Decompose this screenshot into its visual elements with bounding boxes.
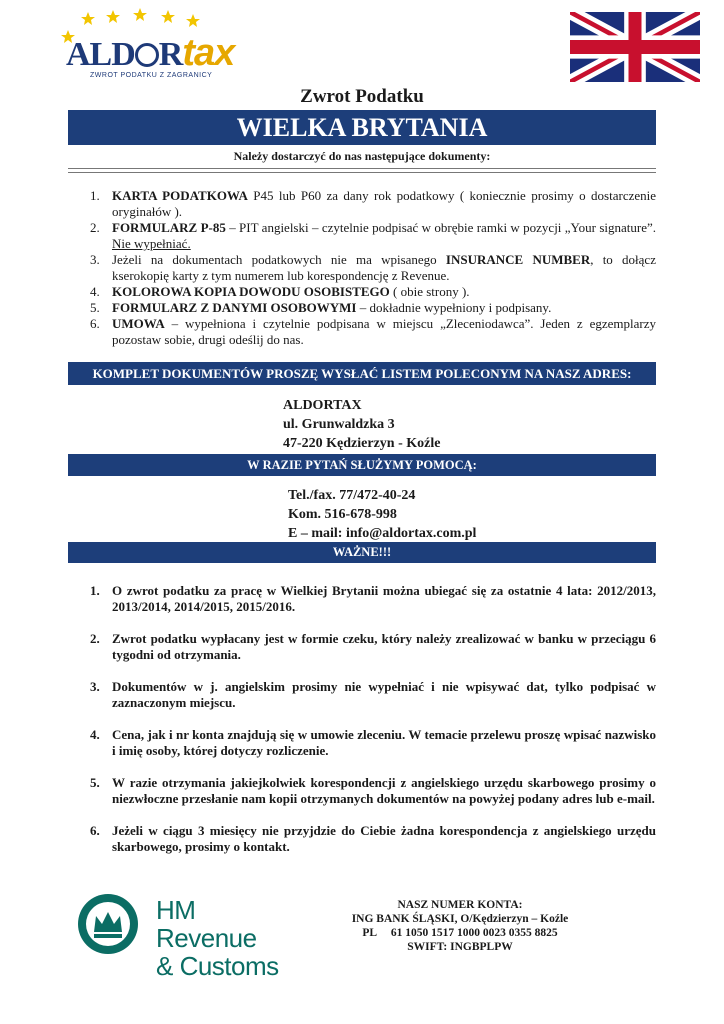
list-item: 4. KOLOROWA KOPIA DOWODU OSOBISTEGO ( obie strony ). bbox=[90, 284, 470, 299]
hmrc-logo bbox=[76, 890, 296, 981]
globe-icon bbox=[135, 43, 159, 67]
address-line: 47-220 Kędzierzyn - Koźle bbox=[283, 436, 441, 451]
list-item: 1. KARTA PODATKOWA P45 lub P60 za dany rok podatkowy ( koniecznie prosimy o dostarczenie oryginałów ). bbox=[90, 188, 657, 219]
aldortax-logo bbox=[58, 6, 268, 84]
swift-code: SWIFT: INGBPLPW bbox=[407, 941, 513, 953]
list-item: 2. FORMULARZ P-85 – PIT angielski – czytelnie podpisać w obrębie ramki w pozycji „Your signature”. Nie wypełniać. bbox=[90, 220, 656, 251]
divider bbox=[68, 172, 656, 173]
send-address-banner: KOMPLET DOKUMENTÓW PROSZĘ WYSŁAĆ LISTEM POLECONYM NA NASZ ADRES: bbox=[68, 362, 656, 385]
divider bbox=[68, 168, 656, 169]
bank-name: ING BANK ŚLĄSKI, O/Kędzierzyn – Koźle bbox=[351, 913, 569, 925]
important-notes-list bbox=[68, 583, 656, 871]
list-item: 3. Dokumentów w j. angielskim prosimy nie wypełniać i nie wpisywać dat, tylko podpisać w zaznaczonym miejscu. bbox=[90, 679, 656, 710]
bank-account-info bbox=[330, 898, 590, 954]
list-item: 2. Zwrot podatku wypłacany jest w formie czeku, który należy zrealizować w banku w przeciągu 6 tygodni od otrzymania. bbox=[90, 631, 656, 662]
contact-mobile: Kom. 516-678-998 bbox=[288, 507, 397, 522]
account-number: PL 61 1050 1517 1000 0023 0355 8825 bbox=[362, 927, 558, 939]
list-item: 4. Cena, jak i nr konta znajdują się w umowie zleceniu. W temacie przelewu proszę wpisać nazwisko i imię osoby, której dotyczy rozliczenie. bbox=[90, 727, 656, 758]
list-item: 6. Jeżeli w ciągu 3 miesięcy nie przyjdzie do Ciebie żadna korespondencja z angielskiego urzędu skarbowego, prosimy o kontakt. bbox=[90, 823, 656, 854]
help-banner: W RAZIE PYTAŃ SŁUŻYMY POMOCĄ: bbox=[68, 454, 656, 476]
page-title: WIELKA BRYTANIA bbox=[68, 110, 656, 145]
page-subtitle: Zwrot Podatku bbox=[300, 86, 424, 107]
logo-tagline: ZWROT PODATKU Z ZAGRANICY bbox=[90, 72, 213, 79]
contact-email: E – mail: info@aldortax.com.pl bbox=[288, 526, 477, 541]
crown-crest-icon bbox=[76, 892, 140, 956]
account-heading: NASZ NUMER KONTA: bbox=[397, 899, 523, 911]
hmrc-wordmark: HM Revenue & Customs bbox=[156, 895, 279, 981]
uk-flag-icon bbox=[570, 12, 700, 82]
list-item: 6. UMOWA – wypełniona i czytelnie podpisana w miejscu „Zleceniodawca”. Jeden z egzemplarzy pozostaw sobie, drugi odeślij do nas. bbox=[90, 316, 656, 347]
important-banner: WAŻNE!!! bbox=[68, 542, 656, 563]
documents-list bbox=[68, 188, 656, 348]
address-line: ALDORTAX bbox=[283, 398, 362, 413]
contact-phone: Tel./fax. 77/472-40-24 bbox=[288, 488, 416, 503]
logo-wordmark: ALD Rtax bbox=[66, 32, 235, 74]
postal-address bbox=[283, 396, 440, 453]
list-item: 3. Jeżeli na dokumentach podatkowych nie ma wpisanego INSURANCE NUMBER, to dołącz kserokopię karty z tym numerem lub korespondencję z Revenue. bbox=[90, 252, 656, 283]
address-line: ul. Grunwaldzka 3 bbox=[283, 417, 395, 432]
list-item: 1. O zwrot podatku za pracę w Wielkiej Brytanii można ubiegać się za ostatnie 4 lata: 2012/2013, 2013/2014, 2014/2015, 2015/2016. bbox=[90, 583, 656, 614]
list-item: 5. FORMULARZ Z DANYMI OSOBOWYMI – dokładnie wypełniony i podpisany. bbox=[90, 300, 552, 315]
contact-info bbox=[288, 486, 476, 543]
list-item: 5. W razie otrzymania jakiejkolwiek korespondencji z angielskiego urzędu skarbowego prosimy o niezwłoczne przesłanie nam kopii otrzymanych dokumentów na powyżej podany adres lub e-mail. bbox=[90, 775, 656, 806]
documents-intro: Należy dostarczyć do nas następujące dokumenty: bbox=[233, 149, 491, 163]
